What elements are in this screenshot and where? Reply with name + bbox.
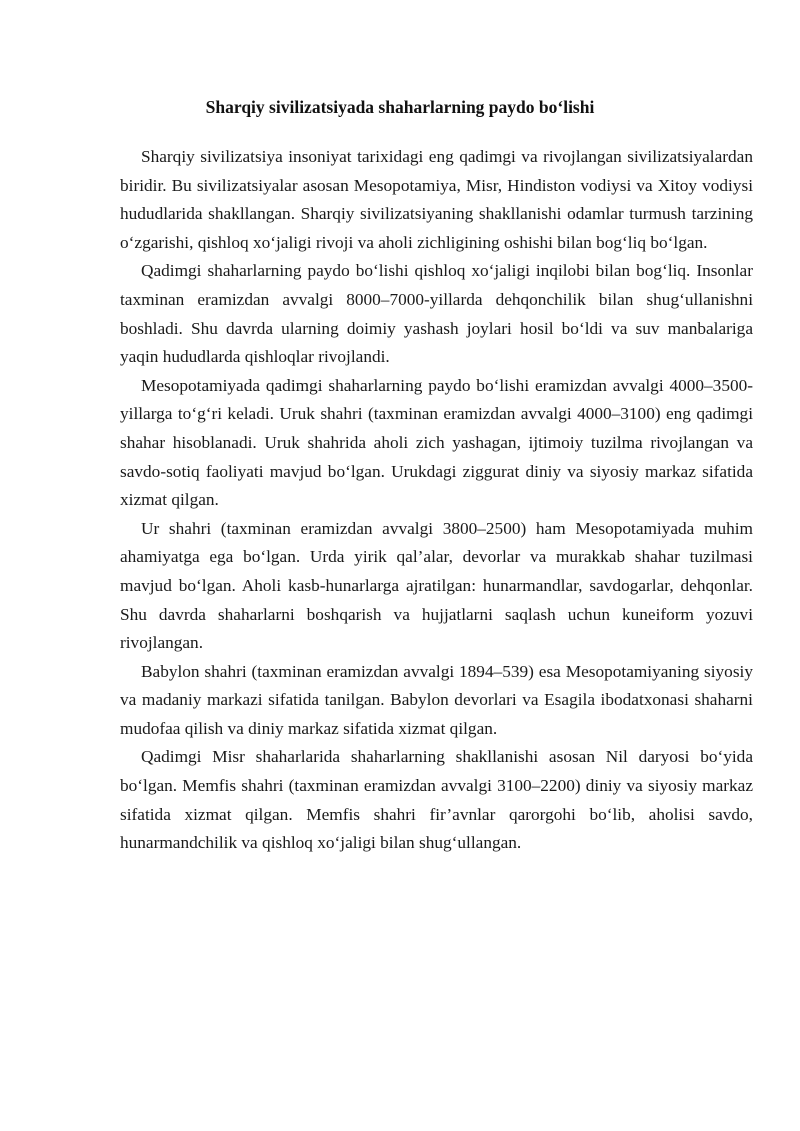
page-title: Sharqiy sivilizatsiyada shaharlarning paydo bo‘lishi <box>205 97 595 117</box>
paragraph: Sharqiy sivilizatsiya insoniyat tarixidagi eng qadimgi va rivojlangan sivilizatsiyalardan biridir. Bu sivilizatsiyalar asosan Mesopotamiya, Misr, Hindiston vodiysi va Xitoy vodiysi hududlarida shakllangan. Sharqiy sivilizatsiyaning shakllanishi odamlar turmush tarzining o‘zgarishi, qishloq xo‘jaligi rivoji va aholi zichligining oshishi bilan bog‘liq bo‘lgan. <box>120 147 753 252</box>
paragraph: Qadimgi shaharlarning paydo bo‘lishi qishloq xo‘jaligi inqilobi bilan bog‘liq. Insonlar taxminan eramizdan avvalgi 8000–7000-yillarda dehqonchilik bilan shug‘ullanishni boshladi. Shu davrda ularning doimiy yashash joylari hosil bo‘ldi va suv manbalariga yaqin hududlarda qishloqlar rivojlandi. <box>120 261 753 367</box>
paragraph: Babylon shahri (taxminan eramizdan avvalgi 1894–539) esa Mesopotamiyaning siyosiy va madaniy markazi sifatida tanilgan. Babylon devorlari va Esagila ibodatxonasi shaharni mudofaa qilish va diniy markaz sifatida xizmat qilgan. <box>120 661 753 738</box>
paragraph: Mesopotamiyada qadimgi shaharlarning paydo bo‘lishi eramizdan avvalgi 4000–3500-yillarga to‘g‘ri keladi. Uruk shahri (taxminan eramizdan avvalgi 4000–3100) eng qadimgi shahar hisoblanadi. Uruk shahrida aholi zich yashagan, ijtimoiy tuzilma rivojlangan va savdo-sotiq faoliyati mavjud bo‘lgan. Urukdagi ziggurat diniy va siyosiy markaz sifatida xizmat qilgan. <box>120 375 753 510</box>
paragraph: Ur shahri (taxminan eramizdan avvalgi 3800–2500) ham Mesopotamiyada muhim ahamiyatga ega bo‘lgan. Urda yirik qal’alar, devorlar va murakkab shahar tuzilmasi mavjud bo‘lgan. Aholi kasb-hunarlarga ajratilgan: hunarmandlar, savdogarlar, dehqonlar. Shu davrda shaharlarni boshqarish va hujjatlarni saqlash uchun kuneiform yozuvi rivojlangan. <box>120 518 753 653</box>
document-body <box>120 143 753 858</box>
paragraph: Qadimgi Misr shaharlarida shaharlarning shakllanishi asosan Nil daryosi bo‘yida bo‘lgan. Memfis shahri (taxminan eramizdan avvalgi 3100–2200) diniy va siyosiy markaz sifatida xizmat qilgan. Memfis shahri fir’avnlar qarorgohi bo‘lib, aholisi savdo, hunarmandchilik va qishloq xo‘jaligi bilan shug‘ullangan. <box>120 747 753 853</box>
